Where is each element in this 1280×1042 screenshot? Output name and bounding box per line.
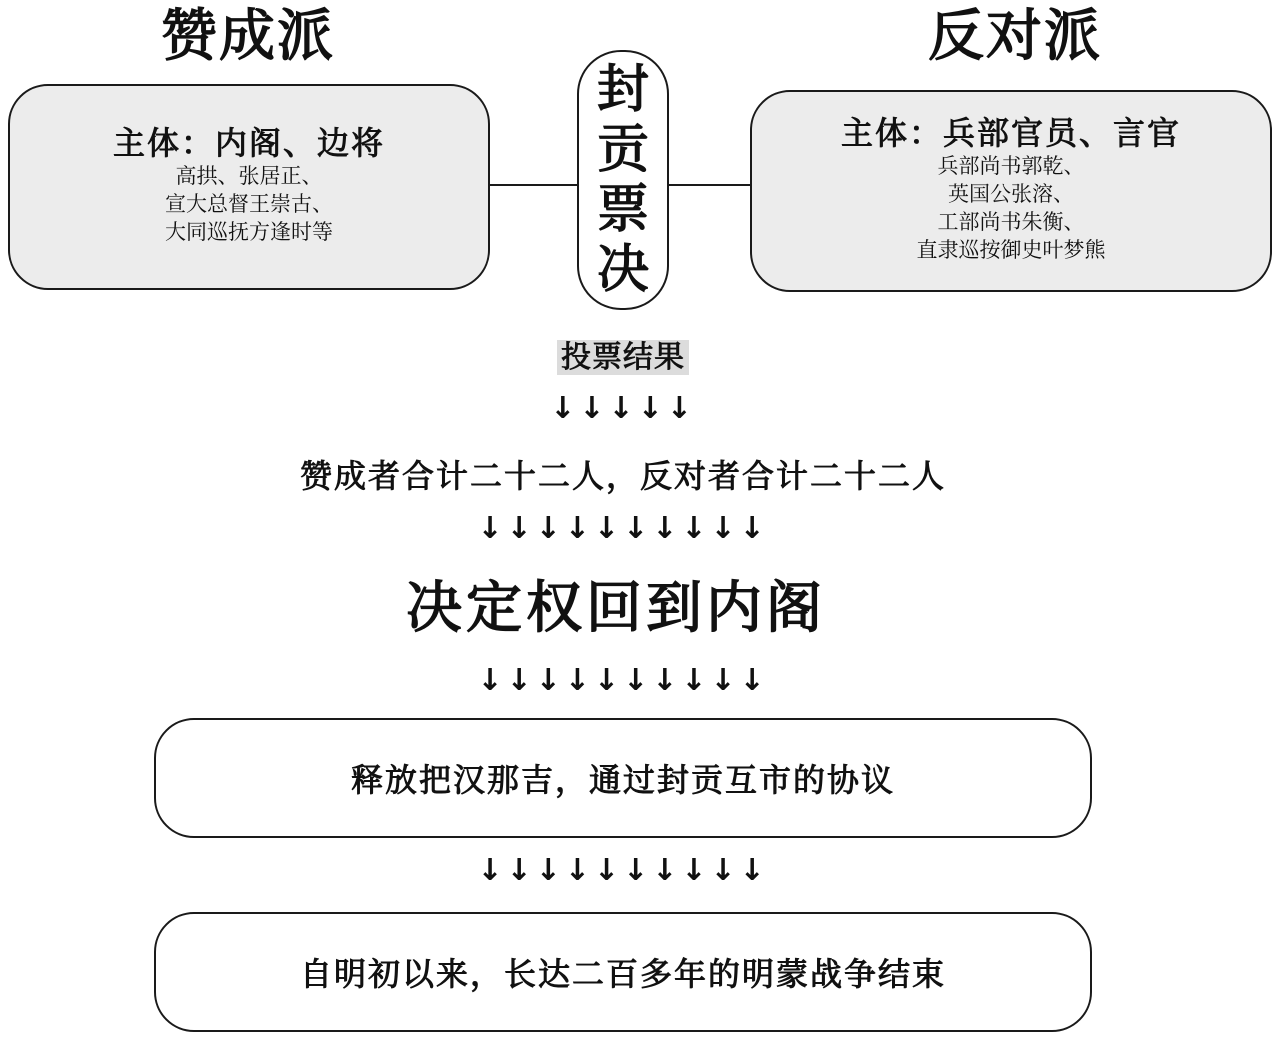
pro-faction-title: 赞成派 [161, 3, 335, 69]
right-connector-line [666, 184, 752, 186]
left-connector-line [488, 184, 580, 186]
con-member: 兵部尚书郭乾、 [937, 154, 1085, 179]
pro-faction-head: 主体：内阁、边将 [112, 124, 385, 162]
center-char: 票 [596, 179, 649, 240]
con-member: 直隶巡按御史叶梦熊 [916, 238, 1106, 263]
pro-member: 宣大总督王崇古、 [165, 192, 333, 217]
outcome-box-first [154, 718, 1092, 838]
con-faction-box [750, 90, 1272, 292]
vote-label-wrap [0, 338, 1246, 378]
outcome-text-second: 自明初以来，长达二百多年的明蒙战争结束 [299, 955, 946, 993]
vote-result: 赞成者合计二十二人，反对者合计二十二人 [299, 457, 946, 495]
decision-text: 决定权回到内阁 [406, 575, 826, 641]
con-member: 英国公张溶、 [948, 182, 1074, 207]
pro-member: 高拱、张居正、 [175, 164, 323, 189]
center-char: 决 [596, 239, 649, 300]
arrows-row: ↓↓↓↓↓↓↓↓↓↓ [477, 511, 769, 546]
pro-member: 大同巡抚方逢时等 [165, 220, 333, 245]
center-vote-box [577, 50, 669, 310]
center-char: 贡 [596, 119, 649, 180]
arrows-row: ↓↓↓↓↓↓↓↓↓↓ [477, 853, 769, 888]
center-char: 封 [596, 59, 649, 120]
con-faction-head: 主体：兵部官员、言官 [840, 114, 1181, 152]
pro-faction-box [8, 84, 490, 290]
arrows-short: ↓↓↓↓↓ [550, 391, 696, 426]
con-faction-title: 反对派 [928, 3, 1102, 69]
con-member: 工部尚书朱衡、 [937, 210, 1085, 235]
outcome-box-second [154, 912, 1092, 1032]
vote-label: 投票结果 [557, 340, 689, 375]
arrows-row: ↓↓↓↓↓↓↓↓↓↓ [477, 663, 769, 698]
outcome-text-first: 释放把汉那吉，通过封贡互市的协议 [350, 761, 895, 799]
